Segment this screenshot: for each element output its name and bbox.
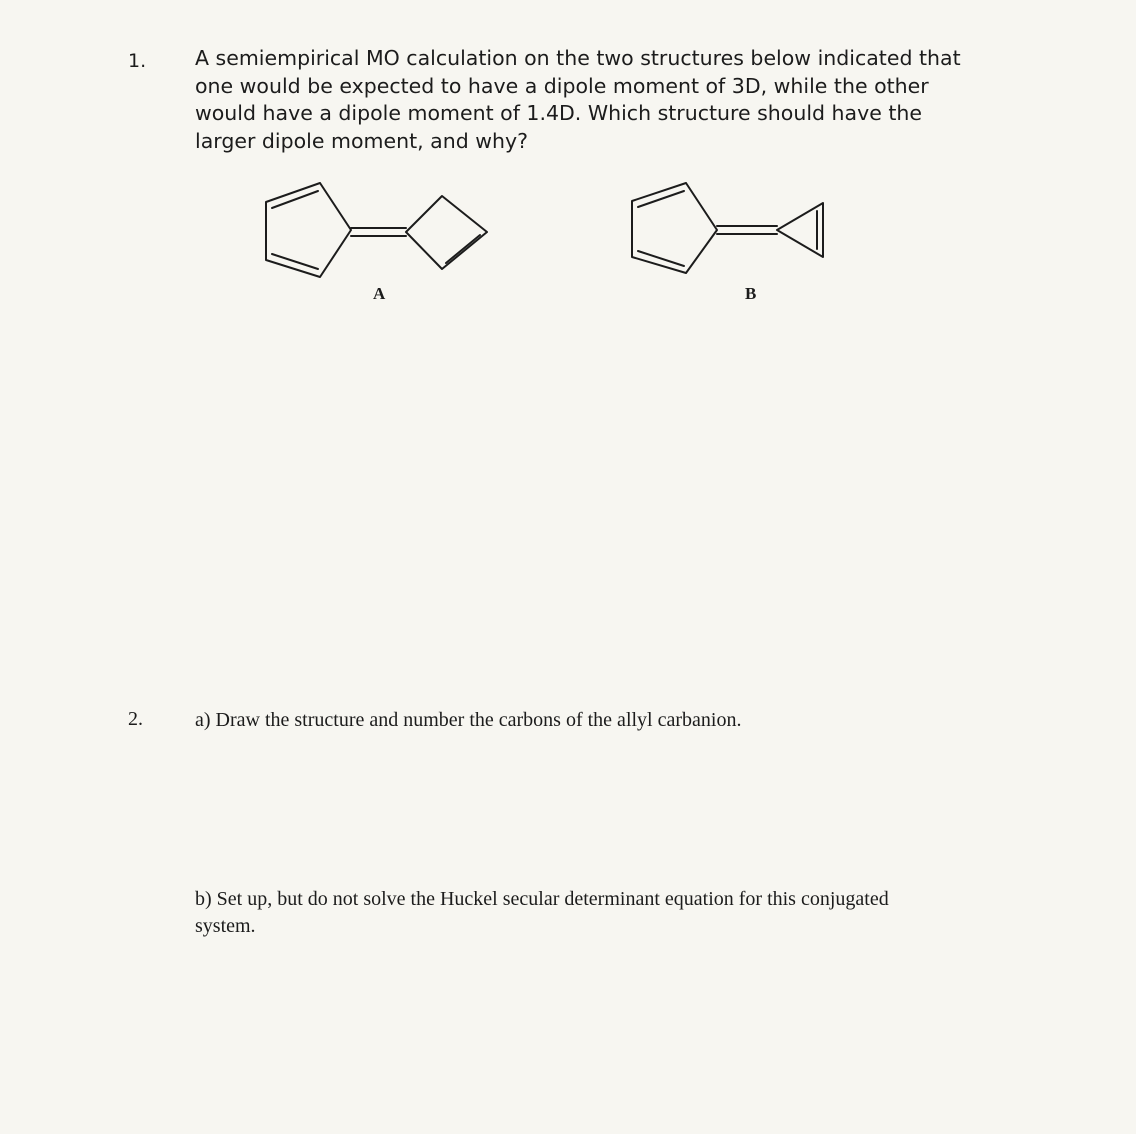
structure-a-diagram [258, 175, 498, 280]
structure-b-label: B [745, 284, 757, 303]
ring-5-double-bond-bottom [638, 251, 684, 266]
question-2-part-b-line: system. [195, 915, 256, 937]
ring-5-double-bond-top [272, 191, 318, 208]
question-1-number: 1. [128, 50, 147, 72]
question-1-line: one would be expected to have a dipole moment of 3D, while the other [195, 73, 929, 98]
question-2-part-b [195, 886, 995, 940]
ring-5-edges [632, 183, 717, 273]
question-1-line: larger dipole moment, and why? [195, 128, 528, 153]
question-1-line: A semiempirical MO calculation on the two structures below indicated that [195, 46, 961, 70]
question-1-text [195, 45, 995, 155]
ring-5-double-bond-bottom [272, 254, 318, 269]
question-2-number: 2. [128, 708, 143, 730]
ring-5-edges [266, 183, 351, 277]
question-2-part-a: a) Draw the structure and number the carbons of the allyl carbanion. [195, 709, 742, 731]
ring-4-double-bond [446, 235, 480, 263]
ring-5-double-bond-top [638, 191, 684, 207]
ring-4-edges [406, 196, 487, 269]
structure-a-label: A [373, 284, 386, 303]
structure-b-diagram [622, 175, 832, 280]
question-2-part-b-line: b) Set up, but do not solve the Huckel secular determinant equation for this conjugated [195, 888, 889, 910]
question-1-line: would have a dipole moment of 1.4D. Which structure should have the [195, 101, 923, 125]
